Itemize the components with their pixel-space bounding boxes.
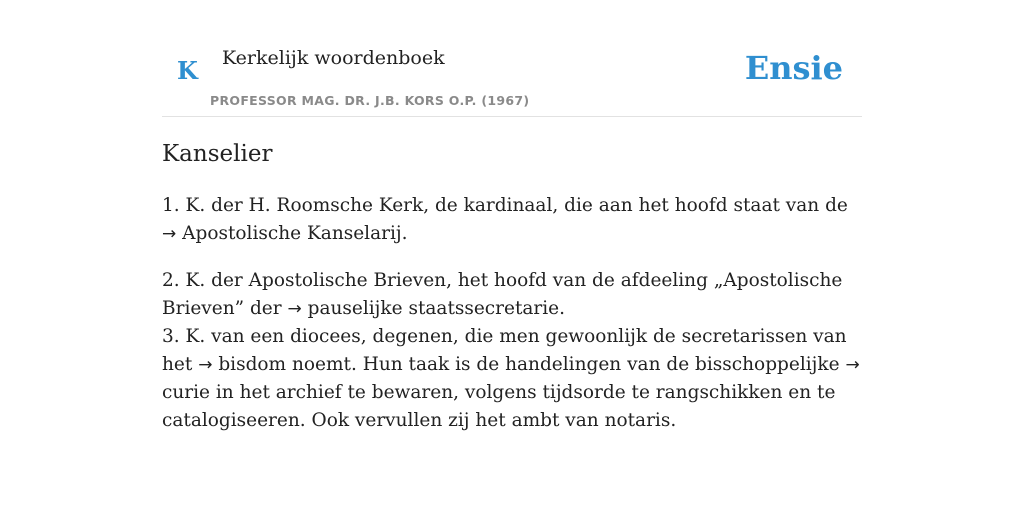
definition-2 <box>162 267 862 323</box>
definition-1-link[interactable]: Apostolische Kanselarij. <box>176 223 408 244</box>
definition-3-text-b: bisdom noemt. Hun taak is de handelingen van de bisschoppelijke <box>212 354 846 375</box>
entry-title: Kanselier <box>162 141 273 167</box>
book-author: PROFESSOR MAG. DR. J.B. KORS O.P. (1967) <box>210 93 530 108</box>
book-title-link[interactable]: Kerkelijk woordenboek <box>222 47 445 69</box>
arrow-right-icon[interactable]: → <box>287 299 302 319</box>
definition-3-text-a: 3. K. van een diocees, degenen, die men gewoonlijk de secretarissen van het <box>162 326 847 375</box>
arrow-right-icon[interactable]: → <box>845 355 860 375</box>
arrow-right-icon[interactable]: → <box>198 355 213 375</box>
book-letter-badge[interactable]: K <box>177 56 198 85</box>
ensie-logo[interactable]: Ensie <box>744 49 843 87</box>
page-header <box>162 0 862 117</box>
definition-3-text-c: curie in het archief te bewaren, volgens tijdsorde te rangschikken en te catalogiseeren. Ook vervullen zij het ambt van notaris. <box>162 382 836 431</box>
definition-3 <box>162 323 862 435</box>
arrow-right-icon[interactable]: → <box>162 224 177 244</box>
definition-1 <box>162 192 862 248</box>
definition-2-text-a: 2. K. der Apostolische Brieven, het hoofd van de afdeeling „Apostolische Brieven” der <box>162 270 843 319</box>
definition-2-link[interactable]: pauselijke staatssecretarie. <box>301 298 566 319</box>
entry-body <box>162 192 862 435</box>
page-container <box>162 0 862 431</box>
definition-1-text-a: 1. K. der H. Roomsche Kerk, de kardinaal, die aan het hoofd staat van de <box>162 195 848 216</box>
